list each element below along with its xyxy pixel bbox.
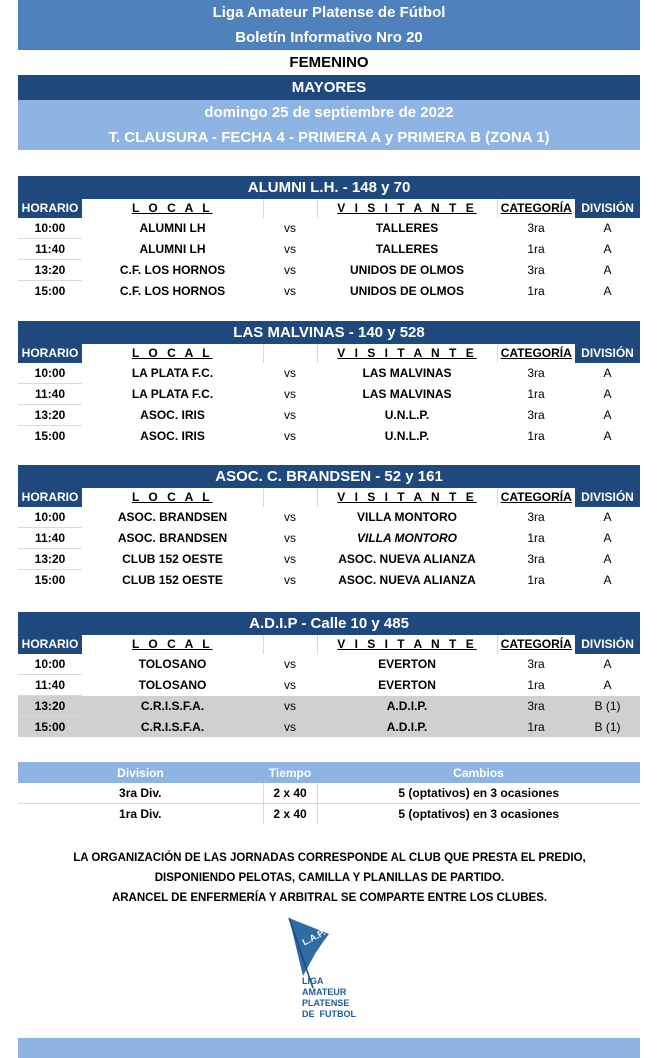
venue-title: LAS MALVINAS - 140 y 528 bbox=[18, 321, 640, 344]
col-header-division: DIVISIÓN bbox=[575, 635, 640, 654]
col-header-vs bbox=[263, 488, 317, 507]
match-division: A bbox=[603, 387, 612, 401]
match-division: B (1) bbox=[575, 696, 640, 717]
match-category: 1ra bbox=[527, 531, 545, 545]
match-category: 3ra bbox=[527, 221, 545, 236]
match-row bbox=[18, 696, 640, 717]
match-category: 1ra bbox=[527, 572, 545, 587]
match-category: 3ra bbox=[527, 366, 545, 381]
match-category: 1ra bbox=[527, 242, 545, 256]
match-vs: vs bbox=[284, 678, 296, 692]
match-row bbox=[18, 507, 640, 528]
rules-time: 2 x 40 bbox=[263, 783, 317, 804]
col-header-time: HORARIO bbox=[18, 635, 82, 654]
match-division: A bbox=[603, 531, 612, 545]
notes bbox=[0, 848, 659, 908]
bulletin-header bbox=[18, 0, 640, 150]
match-away: A.D.I.P. bbox=[317, 696, 497, 717]
match-row bbox=[18, 260, 640, 281]
col-header-division: DIVISIÓN bbox=[575, 344, 640, 363]
match-category: 1ra bbox=[497, 717, 575, 738]
match-date: domingo 25 de septiembre de 2022 bbox=[18, 100, 640, 125]
match-away: EVERTON bbox=[378, 678, 436, 692]
col-header-vs bbox=[263, 635, 317, 654]
match-category: 1ra bbox=[527, 283, 545, 298]
match-vs: vs bbox=[263, 717, 317, 738]
match-home: CLUB 152 OESTE bbox=[122, 552, 223, 566]
match-vs: vs bbox=[284, 221, 296, 236]
venue-section bbox=[18, 612, 640, 737]
match-category: 3ra bbox=[527, 408, 545, 422]
match-division: A bbox=[603, 263, 612, 277]
match-home: ASOC. BRANDSEN bbox=[117, 531, 228, 545]
match-division: A bbox=[603, 283, 612, 298]
rules-table bbox=[18, 762, 640, 824]
match-category: 3ra bbox=[527, 552, 545, 566]
match-row bbox=[18, 549, 640, 570]
match-home: C.R.I.S.F.A. bbox=[82, 717, 263, 738]
league-title: Liga Amateur Platense de Fútbol bbox=[18, 0, 640, 25]
venue-section bbox=[18, 465, 640, 590]
venue-table bbox=[18, 176, 640, 301]
logo-line: PLATENSE bbox=[302, 998, 350, 1008]
match-home: C.F. LOS HORNOS bbox=[119, 283, 226, 298]
match-row bbox=[18, 281, 640, 302]
col-header-category: CATEGORÍA bbox=[500, 201, 572, 215]
match-category: 3ra bbox=[527, 263, 545, 277]
col-header-home: L O C A L bbox=[131, 490, 213, 504]
match-vs: vs bbox=[284, 428, 296, 443]
venue-table bbox=[18, 465, 640, 590]
rules-header-time: Tiempo bbox=[263, 762, 317, 783]
match-home: LA PLATA F.C. bbox=[131, 387, 214, 401]
match-time: 10:00 bbox=[18, 218, 82, 239]
match-division: A bbox=[603, 242, 612, 256]
logo-line: LIGA bbox=[302, 976, 324, 986]
match-time: 15:00 bbox=[34, 429, 66, 443]
match-away: TALLERES bbox=[375, 221, 439, 236]
col-header-away: V I S I T A N T E bbox=[337, 637, 477, 651]
match-away: ASOC. NUEVA ALIANZA bbox=[338, 552, 476, 566]
tournament-title: T. CLAUSURA - FECHA 4 - PRIMERA A y PRIMERA B (ZONA 1) bbox=[18, 125, 640, 150]
match-away: LAS MALVINAS bbox=[362, 387, 452, 401]
bulletin-number: Boletín Informativo Nro 20 bbox=[18, 25, 640, 50]
match-time: 10:00 bbox=[18, 363, 82, 384]
match-vs: vs bbox=[284, 408, 296, 422]
match-vs: vs bbox=[284, 263, 296, 277]
match-row bbox=[18, 570, 640, 591]
match-time: 11:40 bbox=[18, 384, 82, 405]
match-home: ASOC. IRIS bbox=[140, 428, 205, 443]
venue-section bbox=[18, 176, 640, 301]
col-header-vs bbox=[263, 344, 317, 363]
col-header-home: L O C A L bbox=[131, 637, 213, 651]
rules-row bbox=[18, 804, 640, 825]
match-time: 10:00 bbox=[18, 507, 82, 528]
match-row bbox=[18, 675, 640, 696]
match-vs: vs bbox=[263, 696, 317, 717]
note-line: DISPONIENDO PELOTAS, CAMILLA Y PLANILLAS DE PARTIDO. bbox=[154, 872, 505, 884]
rules-header-changes: Cambios bbox=[317, 762, 640, 783]
match-time: 11:40 bbox=[18, 528, 82, 549]
rules-changes: 5 (optativos) en 3 ocasiones bbox=[317, 804, 640, 825]
match-away: A.D.I.P. bbox=[317, 717, 497, 738]
footer-band bbox=[18, 1038, 640, 1058]
match-vs: vs bbox=[284, 552, 296, 566]
match-time: 13:20 bbox=[18, 405, 82, 426]
match-row bbox=[18, 654, 640, 675]
match-category: 3ra bbox=[497, 696, 575, 717]
match-away: UNIDOS DE OLMOS bbox=[349, 283, 464, 298]
note-line: LA ORGANIZACIÓN DE LAS JORNADAS CORRESPONDE AL CLUB QUE PRESTA EL PREDIO, bbox=[73, 852, 586, 864]
match-division: A bbox=[603, 552, 612, 566]
col-header-time: HORARIO bbox=[18, 488, 82, 507]
match-home: ASOC. BRANDSEN bbox=[117, 510, 228, 525]
match-vs: vs bbox=[284, 531, 296, 545]
match-away: EVERTON bbox=[378, 657, 436, 672]
rules-row bbox=[18, 783, 640, 804]
match-division: A bbox=[603, 572, 612, 587]
match-time: 15:00 bbox=[34, 284, 66, 298]
col-header-time: HORARIO bbox=[18, 344, 82, 363]
rules-header-division: Division bbox=[18, 762, 263, 783]
match-vs: vs bbox=[284, 283, 296, 298]
venue-title: A.D.I.P - Calle 10 y 485 bbox=[18, 612, 640, 635]
col-header-category: CATEGORÍA bbox=[500, 346, 572, 360]
logo-text bbox=[302, 976, 356, 1020]
col-header-division: DIVISIÓN bbox=[575, 199, 640, 218]
match-away: VILLA MONTORO bbox=[357, 510, 457, 525]
venue-section bbox=[18, 321, 640, 446]
col-header-vs bbox=[263, 199, 317, 218]
match-time: 15:00 bbox=[18, 717, 82, 738]
match-time: 13:20 bbox=[18, 260, 82, 281]
rules-time: 2 x 40 bbox=[263, 804, 317, 825]
match-time: 11:40 bbox=[18, 675, 82, 696]
venue-table bbox=[18, 321, 640, 446]
match-division: A bbox=[603, 678, 612, 692]
note-line: ARANCEL DE ENFERMERÍA Y ARBITRAL SE COMPARTE ENTRE LOS CLUBES. bbox=[111, 892, 548, 904]
rules-changes: 5 (optativos) en 3 ocasiones bbox=[317, 783, 640, 804]
match-division: A bbox=[603, 657, 612, 672]
col-header-category: CATEGORÍA bbox=[500, 637, 572, 651]
logo-line: DE FUTBOL bbox=[302, 1009, 356, 1019]
rules-division: 1ra Div. bbox=[119, 807, 162, 821]
match-category: 1ra bbox=[527, 387, 545, 401]
match-category: 1ra bbox=[527, 678, 545, 692]
match-vs: vs bbox=[284, 387, 296, 401]
col-header-away: V I S I T A N T E bbox=[337, 490, 477, 504]
match-home: LA PLATA F.C. bbox=[131, 366, 214, 381]
match-away: ASOC. NUEVA ALIANZA bbox=[338, 572, 476, 587]
match-row bbox=[18, 363, 640, 384]
match-home: TOLOSANO bbox=[138, 657, 207, 672]
match-away: TALLERES bbox=[375, 242, 439, 256]
match-category: 3ra bbox=[527, 510, 545, 525]
match-away: UNIDOS DE OLMOS bbox=[349, 263, 464, 277]
match-home: CLUB 152 OESTE bbox=[122, 572, 223, 587]
match-division: B (1) bbox=[575, 717, 640, 738]
match-away: VILLA MONTORO bbox=[357, 531, 457, 545]
match-away: U.N.L.P. bbox=[384, 428, 430, 443]
col-header-home: L O C A L bbox=[131, 201, 213, 215]
match-home: ALUMNI LH bbox=[139, 242, 206, 256]
col-header-home: L O C A L bbox=[131, 346, 213, 360]
match-division: A bbox=[603, 366, 612, 381]
col-header-category: CATEGORÍA bbox=[500, 490, 572, 504]
col-header-away: V I S I T A N T E bbox=[337, 201, 477, 215]
match-row bbox=[18, 218, 640, 239]
match-home: ALUMNI LH bbox=[139, 221, 206, 236]
category-title: FEMENINO bbox=[18, 50, 640, 75]
match-division: A bbox=[603, 408, 612, 422]
level-title: MAYORES bbox=[18, 75, 640, 100]
match-away: LAS MALVINAS bbox=[362, 366, 452, 381]
match-division: A bbox=[603, 510, 612, 525]
match-vs: vs bbox=[284, 657, 296, 672]
match-row bbox=[18, 528, 640, 549]
match-away: U.N.L.P. bbox=[384, 408, 430, 422]
rules-division: 3ra Div. bbox=[18, 783, 263, 804]
match-time: 11:40 bbox=[18, 239, 82, 260]
col-header-division: DIVISIÓN bbox=[575, 488, 640, 507]
rules-section bbox=[18, 762, 640, 824]
match-division: A bbox=[603, 428, 612, 443]
match-home: TOLOSANO bbox=[138, 678, 207, 692]
match-row bbox=[18, 239, 640, 260]
match-home: C.R.I.S.F.A. bbox=[82, 696, 263, 717]
match-category: 1ra bbox=[527, 428, 545, 443]
venue-table bbox=[18, 612, 640, 737]
match-vs: vs bbox=[284, 366, 296, 381]
match-row bbox=[18, 717, 640, 738]
match-home: C.F. LOS HORNOS bbox=[119, 263, 226, 277]
match-row bbox=[18, 426, 640, 447]
logo-line: AMATEUR bbox=[302, 987, 347, 997]
match-vs: vs bbox=[284, 572, 296, 587]
match-time: 13:20 bbox=[18, 549, 82, 570]
match-home: ASOC. IRIS bbox=[140, 408, 205, 422]
venue-title: ALUMNI L.H. - 148 y 70 bbox=[18, 176, 640, 199]
logo-flag-text: L.A.P. bbox=[300, 927, 327, 948]
match-vs: vs bbox=[284, 510, 296, 525]
match-time: 15:00 bbox=[34, 573, 66, 587]
match-category: 3ra bbox=[527, 657, 545, 672]
col-header-time: HORARIO bbox=[18, 199, 82, 218]
match-time: 13:20 bbox=[18, 696, 82, 717]
match-row bbox=[18, 384, 640, 405]
venue-title: ASOC. C. BRANDSEN - 52 y 161 bbox=[18, 465, 640, 488]
col-header-away: V I S I T A N T E bbox=[337, 346, 477, 360]
match-division: A bbox=[603, 221, 612, 236]
match-time: 10:00 bbox=[18, 654, 82, 675]
match-row bbox=[18, 405, 640, 426]
match-vs: vs bbox=[284, 242, 296, 256]
